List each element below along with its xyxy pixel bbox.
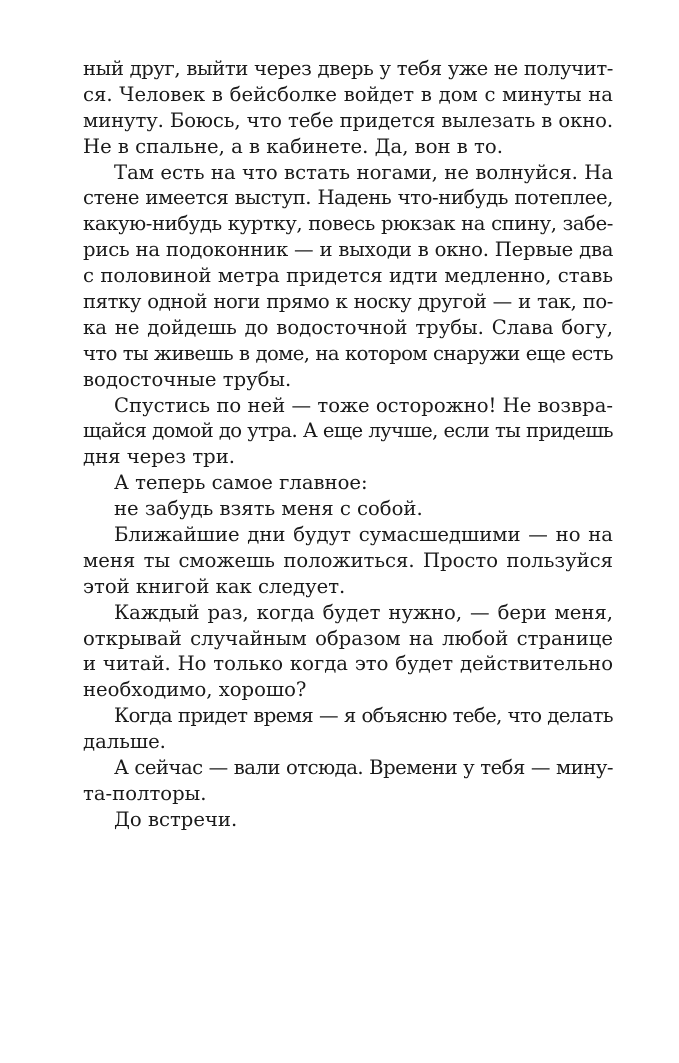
text-line: А теперь самое главное: (114, 471, 368, 495)
text-line: какую-нибудь куртку, повесь рюкзак на спину, забе- (83, 212, 613, 236)
text-line: и читай. Но только когда это будет действительно (83, 652, 613, 676)
text-line: А сейчас — вали отсюда. Времени у тебя — мину- (114, 756, 613, 780)
text-line: меня ты сможешь положиться. Просто пользуйся (83, 548, 613, 572)
text-line: Каждый раз, когда будет нужно, — бери меня, (114, 600, 613, 624)
text-line: щайся домой до утра. А еще лучше, если ты придешь (83, 419, 613, 443)
text-line: Не в спальне, а в кабинете. Да, вон в то. (83, 134, 503, 158)
text-line: ный друг, выйти через дверь у тебя уже не получит- (83, 57, 613, 80)
text-line: ка не дойдешь до водосточной трубы. Слава богу, (83, 315, 613, 339)
text-line: водосточные трубы. (83, 367, 292, 391)
book-page-text (83, 56, 613, 833)
text-line: открывай случайным образом на любой странице (83, 626, 613, 650)
text-line: Когда придет время — я объясню тебе, что делать (114, 704, 613, 728)
text-line: рись на подоконник — и выходи в окно. Первые два (83, 238, 614, 262)
text-line: необходимо, хорошо? (83, 678, 307, 702)
text-line: с половиной метра придется идти медленно, ставь (83, 264, 613, 288)
text-line: Спустись по ней — тоже осторожно! Не возвра- (114, 393, 613, 417)
text-line: дальше. (83, 730, 166, 754)
text-line: стене имеется выступ. Надень что-нибудь потеплее, (83, 186, 613, 210)
text-line: До встречи. (114, 807, 238, 831)
text-line: минуту. Боюсь, что тебе придется вылезать в окно. (83, 108, 613, 132)
text-line: пятку одной ноги прямо к носку другой — и так, по- (83, 290, 613, 314)
text-line: не забудь взять меня с собой. (114, 497, 423, 521)
text-line: Ближайшие дни будут сумасшедшими — но на (114, 523, 613, 547)
text-line: дня через три. (83, 445, 235, 469)
text-line: что ты живешь в доме, на котором снаружи еще есть (83, 341, 613, 365)
text-line: этой книгой как следует. (83, 574, 346, 598)
text-line: ся. Человек в бейсболке войдет в дом с минуты на (83, 82, 613, 106)
text-line: та-полторы. (83, 781, 207, 805)
text-line: Там есть на что встать ногами, не волнуйся. На (114, 160, 613, 184)
